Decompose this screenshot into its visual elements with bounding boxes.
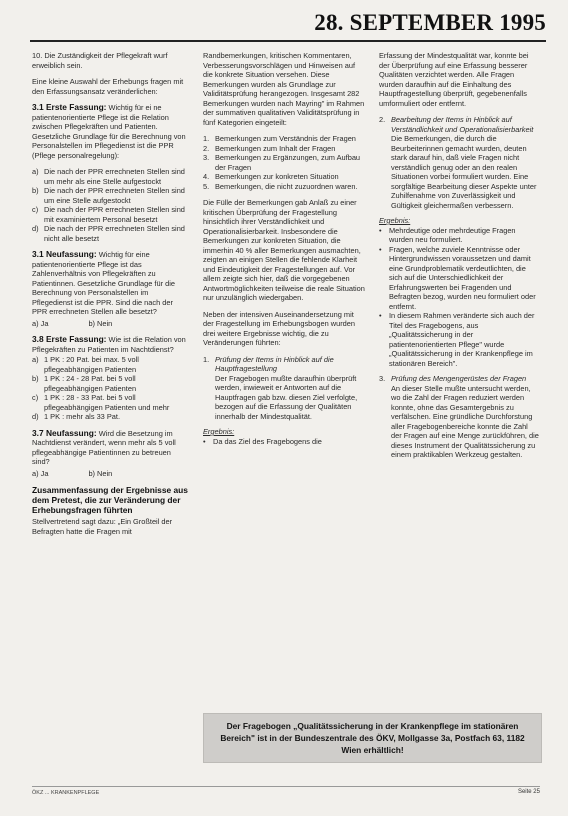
numbered-item-2: 2. Bearbeitung der Items in Hinblick auf Verständlichkeit und Operationalisierbarkeit Die Bemerkungen, die durch die Beurbeiterinnen gemacht wurden, deuten stark darauf hin, daß viele Fragen nicht verständlich genug oder an den realen Situationen vorbei formuliert wurden. Eine sorgfältige Bearbeitung dieser Aspekte unter Zuhilfenahme von Zuverlässigkeit und Gültigkeit gleichermaßen verbessern.: [379, 115, 539, 210]
issue-date: 28. SEPTEMBER 1995: [314, 10, 546, 35]
list-item: 3. Bemerkungen zu Ergänzungen, zum Aufbau der Fragen: [203, 153, 361, 172]
result-bullets: [203, 437, 366, 447]
section-text: Wichtig für eine patientenorientierte Pflege ist das Zahlenverhältnis von Pflegekräften zu Patientinnen. Gesetzliche Grundlage für die Berechnung von Personalstellen im Pflegedienst ist die PPR. Sind die nach der PPR errechneten Stellen alle besetzt?: [32, 250, 175, 316]
section-text: Wichtig für ei ne patientenorientierte Pflege ist die Relation zwischen Pflegekräften und Patienten. Gesetzliche Grundlage für die Berechnung von Personalstellen im Pflegedienst ist die PPR (Pflege personalregelung):: [32, 103, 186, 160]
list-item: b) 1 PK : 24 - 28 Pat. bei 5 voll pflegeabhängigen Patienten: [32, 374, 137, 393]
section-text: Wird die Besetzung im Nachtdienst verändert, wenn mehr als 5 voll pflegeabhängige Patientinnen zu betreuen sind?: [32, 428, 176, 466]
item-10: 10. Die Zuständigkeit der Pflegekraft wurf erweiblich sein.: [32, 51, 168, 70]
item-title: Prüfung des Mengengerüstes der Fragen: [391, 374, 527, 383]
item-text: Der Fragebogen mußte daraufhin überprüft werden, inwieweit er Antworten auf die Hauptfragen gab bzw. diesen Ziel verfolgte, bezogen auf die Erfassung der Qualitäten innerhalb der Mindestqualität.: [215, 373, 358, 421]
list-item: a) Die nach der PPR errechneten Stellen sind um mehr als eine Stelle aufgestockt: [32, 167, 185, 186]
section-heading: 3.1 Erste Fassung:: [32, 102, 107, 112]
result-label: Ergebnis:: [203, 427, 235, 436]
choice-no: b) Nein: [88, 318, 113, 328]
list-item: • In diesem Rahmen veränderte sich auch der Titel des Fragebogens, aus „Qualitätssicherung in der patientenorientierten Pflege" wurde „Qualitätssicherung in der Krankenpflege im stationären Bereich".: [379, 311, 539, 368]
footer-rule: [32, 786, 540, 787]
list-item: • Fragen, welche zuviele Kenntnisse oder Hintergrundwissen voraussetzen und damit eine Grundproblematik verdeutlichten, die sich auf die Unterschiedlichkeit der Erfahrungswerten bei Fragenden und Befragten bezog, wurden neu formuliert oder entfernt.: [379, 245, 539, 312]
list-item: c) Die nach der PPR errechneten Stellen sind mit examiniertem Personal besetzt: [32, 205, 185, 224]
notice-text: Der Fragebogen „Qualitätssicherung in der Krankenpflege im stationären Bereich" ist in der Bundeszentrale des ÖKV, Mollgasse 3a, Postfach 63, 1182 Wien erhältlich!: [220, 721, 525, 755]
paragraph: Die Fülle der Bemerkungen gab Anlaß zu einer kritischen Überprüfung der Fragestellung hinsichtlich ihrer Verständlichkeit und Operationalisierbarkeit. Insbesondere die Bemerkungen zur konkreten Situation, die immerhin 40 % aller Bemerkungen ausmachten, zeigten an einigen Stellen die fehlende Klarheit und Eindeutigkeit der Fragestellungen auf. Vor allem zeigte sich hier, daß die vorgegebenen Antwortmöglichkeiten teilweise die reale Situation nur unzulänglich wiedergaben.: [203, 198, 365, 302]
list-item: a) 1 PK : 20 Pat. bei max. 5 voll pflegeabhängigen Patienten: [32, 355, 139, 374]
choices-3-7: [32, 469, 190, 479]
paragraph: Erfassung der Mindestqualität war, konnte bei der Überprüfung auf eine Erfassung besserer Qualitäten verzichtet werden. Alle Fragen wurden daraufhin auf die Einhaltung des Hauptfragestellung überprüft, gegebenenfalls umformuliert oder entfernt.: [379, 51, 529, 108]
list-item: 2. Bemerkungen zum Inhalt der Fragen: [203, 143, 336, 153]
list-item: 1. Bemerkungen zum Verständnis der Fragen: [203, 134, 356, 143]
list-item: d) Die nach der PPR errechneten Stellen sind nicht alle besetzt: [32, 224, 185, 243]
result-label: Ergebnis:: [379, 216, 411, 225]
item-text: An dieser Stelle mußte untersucht werden, wo die Zahl der Fragen reduziert werden konnte, ohne das Gesamtergebnis zu verfälschen. Eine gründliche Durchforstung aller Fragebogenbereiche konnte die Zahl der Fragen auf eine Menge zurückführen, die dieses Instrument der Qualitätssicherung zu einem praktikablen Werkzeug gestalten.: [391, 383, 539, 459]
section-3-1-first: [32, 103, 190, 160]
section-3-8-first: [32, 335, 190, 354]
summary-text: Stellvertretend sagt dazu: „Ein Großteil der Befragten hatte die Fragen mit: [32, 517, 173, 536]
page-number: Seite 25: [517, 789, 540, 795]
column-3: [379, 51, 539, 466]
categories-list: [203, 134, 366, 191]
section-heading: 3.1 Neufassung:: [32, 249, 97, 259]
availability-notice: [203, 713, 542, 763]
list-item: d) 1 PK : mehr als 33 Pat.: [32, 412, 120, 421]
section-3-7-new: [32, 429, 190, 467]
result-bullets: [379, 226, 539, 369]
item-title: Bearbeitung der Items in Hinblick auf Verständlichkeit und Operationalisierbarkeit: [391, 115, 534, 134]
section-heading: 3.7 Neufassung:: [32, 427, 97, 438]
column-1: [32, 51, 190, 543]
section-heading: 3.8 Erste Fassung:: [32, 334, 107, 344]
list-item: 4. Bemerkungen zur konkreten Situation: [203, 172, 339, 181]
section-text: Wie ist die Relation von Pflegekräften zu Patienten im Nachtdienst?: [32, 335, 186, 354]
item-text: Die Bemerkungen, die durch die Beurbeiterinnen gemacht wurden, deuten stark darauf hin, daß viele Fragen nicht verständlich genug oder an den realen Situationen vorbei formuliert wurden. Eine sorgfältige Bearbeitung dieser Aspekte unter Zuhilfenahme von Zuverlässigkeit und Gültigkeit gleichermaßen verbessern.: [391, 134, 537, 210]
choice-yes: a) Ja: [32, 318, 49, 328]
list-item: • Da das Ziel des Fragebogens die: [203, 437, 366, 447]
paragraph: Randbemerkungen, kritischen Kommentaren, Verbesserungsvorschlägen und Hinweisen auf die konkrete Situation versehen. Diese Bemerkungen wurden als Grundlage zur Validitätsprüfung herangezogen. Insgesamt 282 Bemerkungen wurden nach Mayring" im Rahmen der summativen qualitativen Validitätsprüfung in fünf Kategorien eingeteilt:: [203, 51, 365, 127]
choice-no: b) Nein: [88, 468, 113, 478]
options-3-8: [32, 355, 190, 422]
header-rule: [30, 40, 546, 42]
options-3-1: [32, 167, 190, 243]
list-item: 5. Bemerkungen, die nicht zuzuordnen waren.: [203, 181, 358, 191]
list-item: b) Die nach der PPR errechneten Stellen sind um eine Stelle aufgestockt: [32, 186, 185, 205]
column-2: [203, 51, 366, 452]
item-title: Prüfung der Items in Hinblick auf die Hauptfragestellung: [215, 354, 334, 373]
paragraph: Neben der intensiven Auseinandersetzung mit der Fragestellung im Erhebungsbogen wurden drei weitere Ergebnisse wichtig, die zu Veränderungen führten:: [203, 309, 356, 347]
numbered-item-1: 1. Prüfung der Items in Hinblick auf die Hauptfragestellung Der Fragebogen mußte daraufhin überprüft werden, inwieweit er Antworten auf die Hauptfragen gab bzw. diesen Ziel verfolgte, bezogen auf die Erfassung der Qualitäten innerhalb der Mindestqualität.: [203, 355, 366, 422]
choices-3-1: [32, 319, 190, 329]
summary-heading: Zusammenfassung der Ergebnisse aus dem Pretest, die zur Veränderung der Erhebungsfragen führten: [32, 485, 188, 515]
list-item: • Mehrdeutige oder mehrdeutige Fragen wurden neu formuliert.: [379, 226, 539, 245]
list-item: c) 1 PK : 28 - 33 Pat. bei 5 voll pflegeabhängigen Patienten und mehr: [32, 393, 170, 412]
section-3-1-new: [32, 250, 190, 317]
intro-paragraph: Eine kleine Auswahl der Erhebungs fragen mit den Erfassungsansatz veränderlichen:: [32, 77, 184, 96]
choice-yes: a) Ja: [32, 468, 49, 478]
numbered-item-3: 3. Prüfung des Mengengerüstes der Fragen An dieser Stelle mußte untersucht werden, wo die Zahl der Fragen reduziert werden konnte, ohne das Gesamtergebnis zu verfälschen. Eine gründliche Durchforstung aller Fragebogenbereiche konnte die Zahl der Fragen auf eine Menge zurückführen, die dieses Instrument der Qualitätssicherung zu einem praktikablen Werkzeug gestalten.: [379, 374, 539, 459]
footer-publication: ÖKZ ... KRANKENPFLEGE: [32, 790, 100, 796]
